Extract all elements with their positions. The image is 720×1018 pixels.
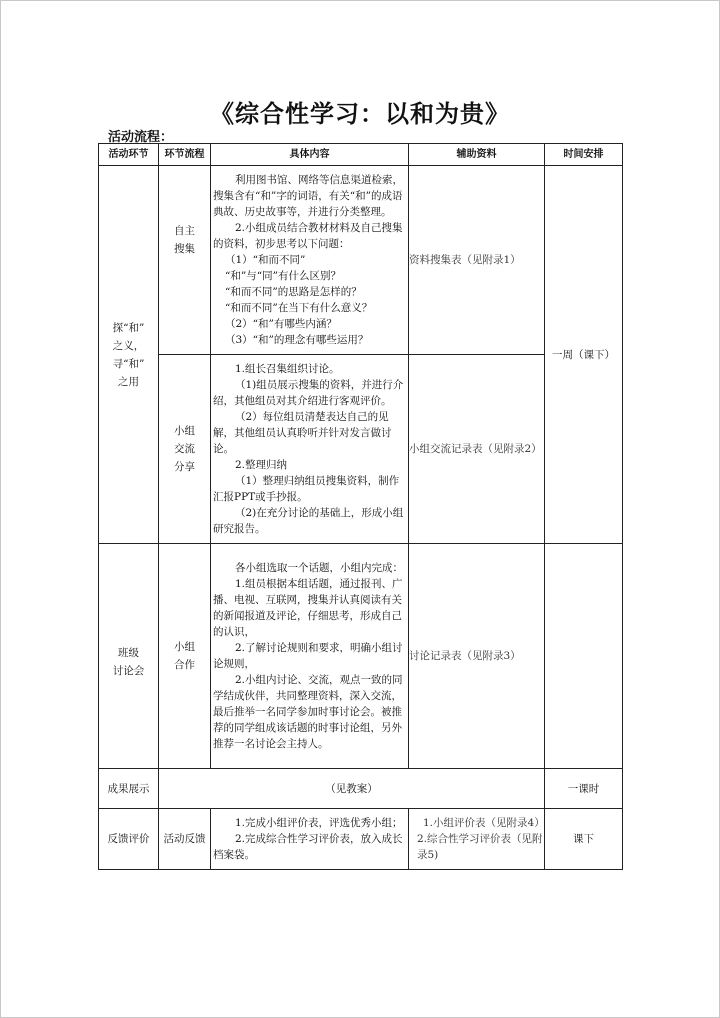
content-paragraph: （1）“和而不同” <box>225 254 306 266</box>
stage-line: 讨论会 <box>112 665 145 677</box>
step-line: 小组 <box>174 641 195 653</box>
step-line: 小组 <box>174 425 195 437</box>
step-cell <box>159 166 211 355</box>
table-row <box>99 544 623 769</box>
content-paragraph: （2)在充分讨论的基础上，形成小组研究报告。 <box>213 507 404 535</box>
material-cell: 资料搜集表（见附录1） <box>409 166 545 355</box>
document-title: 《综合性学习：以和为贵》 <box>210 99 510 128</box>
time-cell: 一周（课下） <box>545 166 623 544</box>
material-cell <box>409 809 545 870</box>
header-content: 具体内容 <box>211 144 409 166</box>
stage-line: 班级 <box>118 647 139 659</box>
table-row <box>99 769 623 809</box>
table-row <box>99 166 623 355</box>
time-cell: 课下 <box>545 809 623 870</box>
step-cell <box>159 355 211 544</box>
content-paragraph: “和”与“同”有什么区别？ <box>225 270 341 282</box>
content-cell <box>211 166 409 355</box>
material-cell: 小组交流记录表（见附录2） <box>409 355 545 544</box>
table-row <box>99 809 623 870</box>
step-line: 自主 <box>174 225 195 237</box>
content-paragraph: 1.组长召集组织讨论。 <box>235 363 340 375</box>
content-paragraph: （2）“和”有哪些内涵？ <box>225 318 337 330</box>
content-paragraph: “和而不同”在当下有什么意义？ <box>225 302 373 314</box>
stage-cell <box>99 544 159 769</box>
section-subtitle: 活动流程： <box>108 130 174 145</box>
header-time: 时间安排 <box>545 144 623 166</box>
stage-line: 之用 <box>118 375 139 388</box>
material-cell: 讨论记录表（见附录3） <box>409 544 545 769</box>
content-paragraph: 2.小组内讨论、交流，观点一致的同学结成伙伴，共同整理资料，深入交流，最后推举一名同学参加时事讨论会。被推荐的同学组成该话题的时事讨论组，另外推荐一名讨论会主持人。 <box>213 674 403 750</box>
content-paragraph: （3）“和”的理念有哪些运用？ <box>225 334 369 346</box>
content-paragraph: 1.组员根据本组话题，通过报刊、广播、电视、互联网，搜集并认真阅读有关的新闻报道及评论，仔细思考，形成自己的认识， <box>213 578 403 638</box>
content-paragraph: 2.完成综合性学习评价表，放入成长档案袋。 <box>213 833 403 861</box>
content-paragraph: 各小组选取一个话题，小组内完成： <box>235 562 403 574</box>
header-material: 辅助资料 <box>409 144 545 166</box>
stage-cell: 反馈评价 <box>99 809 159 870</box>
stage-line: 寻“和” <box>112 357 145 370</box>
content-paragraph: （1）整理归纳组员搜集资料，制作汇报PPT或手抄报。 <box>213 475 400 503</box>
content-cell <box>211 809 409 870</box>
header-stage: 活动环节 <box>99 144 159 166</box>
content-paragraph: 2.了解讨论规则和要求，明确小组讨论规则， <box>213 642 403 670</box>
step-cell: 活动反馈 <box>159 809 211 870</box>
content-paragraph: 2.整理归纳 <box>235 459 288 471</box>
activity-flow-table <box>98 143 623 870</box>
stage-line: 探“和” <box>112 321 145 334</box>
header-step: 环节流程 <box>159 144 211 166</box>
content-cell <box>211 355 409 544</box>
stage-line: 之义， <box>112 339 145 352</box>
content-paragraph: 2.小组成员结合教材材料及自己搜集的资料，初步思考以下问题： <box>213 222 403 250</box>
material-line: 2.综合性学习评价表（见附录5) <box>417 833 543 861</box>
table-header-row <box>99 144 623 166</box>
content-paragraph: 利用图书馆、网络等信息渠道检索，搜集含有“和”字的词语，有关“和”的成语典故、历史故事等，并进行分类整理。 <box>213 174 403 218</box>
step-cell <box>159 544 211 769</box>
step-line: 分享 <box>174 461 195 473</box>
content-paragraph: 1.完成小组评价表，评选优秀小组； <box>235 817 403 829</box>
content-paragraph: “和而不同”的思路是怎样的？ <box>225 286 362 298</box>
content-cell: （见教案） <box>159 769 545 809</box>
step-line: 合作 <box>174 659 195 671</box>
content-paragraph: （1)组员展示搜集的资料，并进行介绍，其他组员对其介绍进行客观评价。 <box>213 379 404 407</box>
content-paragraph: （2）每位组员清楚表达自己的见解，其他组员认真聆听并针对发言做讨论。 <box>213 411 392 455</box>
stage-cell: 成果展示 <box>99 769 159 809</box>
time-cell-empty <box>545 544 623 769</box>
step-line: 搜集 <box>174 243 195 255</box>
step-line: 交流 <box>174 443 195 455</box>
table-row <box>99 355 623 544</box>
content-cell <box>211 544 409 769</box>
stage-cell <box>99 166 159 544</box>
material-line: 1.小组评价表（见附录4） <box>423 817 545 829</box>
time-cell: 一课时 <box>545 769 623 809</box>
